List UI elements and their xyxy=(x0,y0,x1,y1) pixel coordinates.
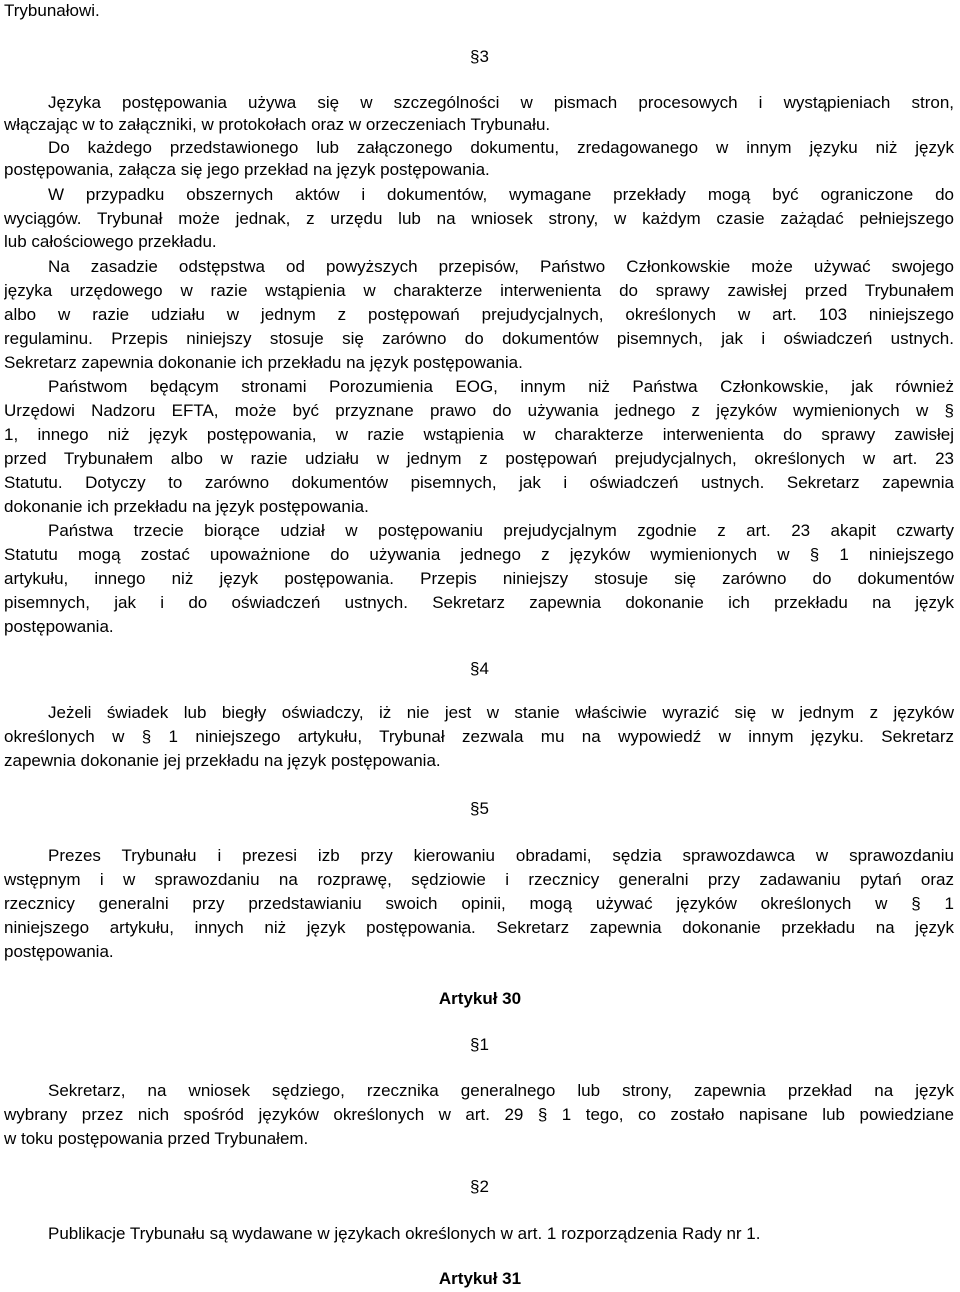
sec5-line-5: postępowania. xyxy=(4,942,114,961)
sec3-line-11: regulaminu. Przepis niniejszy stosuje się zarówno do dokumentów pisemnych, jak i oświadczeń ustnych. xyxy=(4,329,954,348)
sec3-line-14: Urzędowi Nadzoru EFTA, może być przyznane prawo do używania jednego z języków wymienionych w § xyxy=(4,401,954,420)
art30-sec2-line-1: Publikacje Trybunału są wydawane w językach określonych w art. 1 rozporządzenia Rady nr 1. xyxy=(48,1224,761,1243)
sec3-line-9: języka urzędowego w razie wstąpienia w charakterze interwenienta do sprawy zawisłej przed Trybunałem xyxy=(4,281,954,300)
article-30-section-mark-1: §1 xyxy=(470,1035,489,1054)
sec3-line-3: Do każdego przedstawionego lub załączonego dokumentu, zredagowanego w innym języku niż język xyxy=(48,138,954,157)
sec3-line-18: dokonanie ich przekładu na język postępowania. xyxy=(4,497,369,516)
top-fragment: Trybunałowi. xyxy=(4,1,100,20)
art30-sec1-line-3: w toku postępowania przed Trybunałem. xyxy=(4,1129,309,1148)
sec5-line-2: wstępnym i w sprawozdaniu na rozprawę, sędziowie i rzecznicy generalni przy zadawaniu pytań oraz xyxy=(4,870,954,889)
sec3-line-12: Sekretarz zapewnia dokonanie ich przekładu na język postępowania. xyxy=(4,353,523,372)
art30-sec1-line-1: Sekretarz, na wniosek sędziego, rzecznika generalnego lub strony, zapewnia przekład na język xyxy=(48,1081,954,1100)
article-30-section-mark-2: §2 xyxy=(470,1177,489,1196)
sec3-line-20: Statutu mogą zostać upoważnione do używania jednego z języków wymienionych w § 1 niniejszego xyxy=(4,545,954,564)
section-mark-3: §3 xyxy=(470,47,489,66)
sec3-line-13: Państwom będącym stronami Porozumienia EOG, innym niż Państwa Członkowskie, jak również xyxy=(48,377,954,396)
article-30-heading: Artykuł 30 xyxy=(438,989,522,1008)
sec4-line-2: określonych w § 1 niniejszego artykułu, Trybunał zezwala mu na wypowiedź w innym języku. Sekretarz xyxy=(4,727,954,746)
sec4-line-1: Jeżeli świadek lub biegły oświadczy, iż nie jest w stanie właściwie wyrazić się w jednym z języków xyxy=(48,703,954,722)
sec3-line-21: artykułu, innego niż język postępowania. Przepis niniejszy stosuje się zarówno do dokumentów xyxy=(4,569,954,588)
sec3-line-22: pisemnych, jak i do oświadczeń ustnych. Sekretarz zapewnia dokonanie ich przekładu na język xyxy=(4,593,954,612)
sec5-line-4: niniejszego artykułu, innych niż język postępowania. Sekretarz zapewnia dokonanie przekładu na język xyxy=(4,918,954,937)
article-31-heading: Artykuł 31 xyxy=(438,1269,522,1288)
sec3-line-19: Państwa trzecie biorące udział w postępowaniu prejudycjalnym zgodnie z art. 23 akapit czwarty xyxy=(48,521,954,540)
sec3-line-5: W przypadku obszernych aktów i dokumentów, wymagane przekłady mogą być ograniczone do xyxy=(48,185,954,204)
sec3-line-4: postępowania, załącza się jego przekład na język postępowania. xyxy=(4,160,490,179)
sec3-line-10: albo w razie udziału w jednym z postępowań prejudycjalnych, określonych w art. 103 niniejszego xyxy=(4,305,954,324)
sec4-line-3: zapewnia dokonanie jej przekładu na język postępowania. xyxy=(4,751,441,770)
sec5-line-3: rzecznicy generalni przy przedstawianiu swoich opinii, mogą używać języków określonych w § 1 xyxy=(4,894,954,913)
sec5-line-1: Prezes Trybunału i prezesi izb przy kierowaniu obradami, sędzia sprawozdawca w sprawozdaniu xyxy=(48,846,954,865)
sec3-line-6: wyciągów. Trybunał może jednak, z urzędu lub na wniosek strony, w każdym czasie zażądać pełniejszego xyxy=(4,209,954,228)
sec3-line-16: przed Trybunałem albo w razie udziału w jednym z postępowań prejudycjalnych, określonych w art. 23 xyxy=(4,449,954,468)
sec3-line-15: 1, innego niż język postępowania, w razie wstąpienia w charakterze interwenienta do sprawy zawisłej xyxy=(4,425,954,444)
section-mark-4: §4 xyxy=(470,659,489,678)
sec3-line-2: włączając w to załączniki, w protokołach oraz w orzeczeniach Trybunału. xyxy=(4,115,551,134)
sec3-line-1: Języka postępowania używa się w szczególności w pismach procesowych i wystąpieniach stron, xyxy=(48,93,954,112)
art30-sec1-line-2: wybrany przez nich spośród języków określonych w art. 29 § 1 tego, co zostało napisane lub powiedziane xyxy=(4,1105,954,1124)
sec3-line-7: lub całościowego przekładu. xyxy=(4,232,217,251)
sec3-line-23: postępowania. xyxy=(4,617,114,636)
sec3-line-17: Statutu. Dotyczy to zarówno dokumentów pisemnych, jak i oświadczeń ustnych. Sekretarz zapewnia xyxy=(4,473,954,492)
section-mark-5: §5 xyxy=(470,799,489,818)
sec3-line-8: Na zasadzie odstępstwa od powyższych przepisów, Państwo Członkowskie może używać swojego xyxy=(48,257,954,276)
